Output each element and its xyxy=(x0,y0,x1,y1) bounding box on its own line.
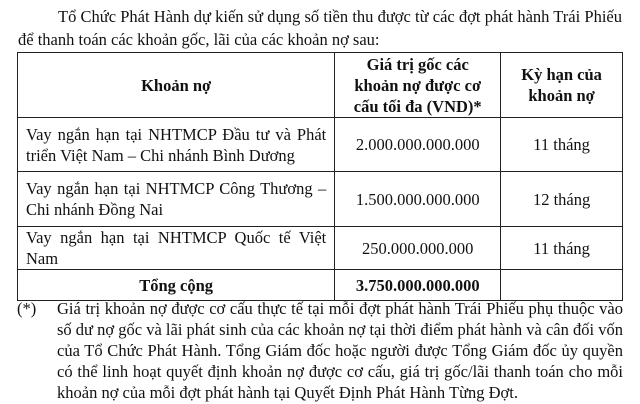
debt-name-cell: Vay ngắn hạn tại NHTMCP Quốc tế Việt Nam xyxy=(18,227,335,270)
footnote-text: Giá trị khoản nợ được cơ cấu thực tế tại mỗi đợt phát hành Trái Phiếu phụ thuộc vào số dư nợ gốc và lãi phát sinh của các khoản nợ tại thời điểm phát hành và cân đối vốn của Tổ Chức Phát Hành. Tổng Giám đốc hoặc người được Tổng Giám đốc ủy quyền có thể linh hoạt quyết định khoản nợ được cơ cấu, giá trị gốc/lãi thanh toán cho mỗi khoản nợ của mỗi đợt phát hành tại Quyết Định Phát Hành Từng Đợt. xyxy=(57,299,623,402)
footnote-marker: (*) xyxy=(17,299,37,318)
header-term: Kỳ hạn của khoản nợ xyxy=(501,53,623,118)
footnote xyxy=(17,298,623,403)
table-header-row xyxy=(18,53,623,118)
header-debt: Khoản nợ xyxy=(18,53,335,118)
table-row xyxy=(18,172,623,227)
debt-term-cell: 11 tháng xyxy=(501,227,623,270)
intro-paragraph xyxy=(18,5,622,51)
total-label-cell: Tổng cộng xyxy=(18,270,335,301)
table-row xyxy=(18,227,623,270)
header-value: Giá trị gốc các khoản nợ được cơ cấu tối đa (VND)* xyxy=(335,53,501,118)
debt-term-cell: 12 tháng xyxy=(501,172,623,227)
debt-value-cell: 1.500.000.000.000 xyxy=(335,172,501,227)
debt-term-cell: 11 tháng xyxy=(501,118,623,172)
intro-text: Tổ Chức Phát Hành dự kiến sử dụng số tiền thu được từ các đợt phát hành Trái Phiếu để thanh toán các khoản gốc, lãi của các khoản nợ sau: xyxy=(18,7,622,49)
debt-table xyxy=(17,52,623,301)
debt-value-cell: 2.000.000.000.000 xyxy=(335,118,501,172)
debt-value-cell: 250.000.000.000 xyxy=(335,227,501,270)
table-row xyxy=(18,118,623,172)
table-total-row xyxy=(18,270,623,301)
total-term-cell xyxy=(501,270,623,301)
total-value-cell: 3.750.000.000.000 xyxy=(335,270,501,301)
debt-name-cell: Vay ngắn hạn tại NHTMCP Đầu tư và Phát triển Việt Nam – Chi nhánh Bình Dương xyxy=(18,118,335,172)
debt-name-cell: Vay ngắn hạn tại NHTMCP Công Thương – Chi nhánh Đồng Nai xyxy=(18,172,335,227)
